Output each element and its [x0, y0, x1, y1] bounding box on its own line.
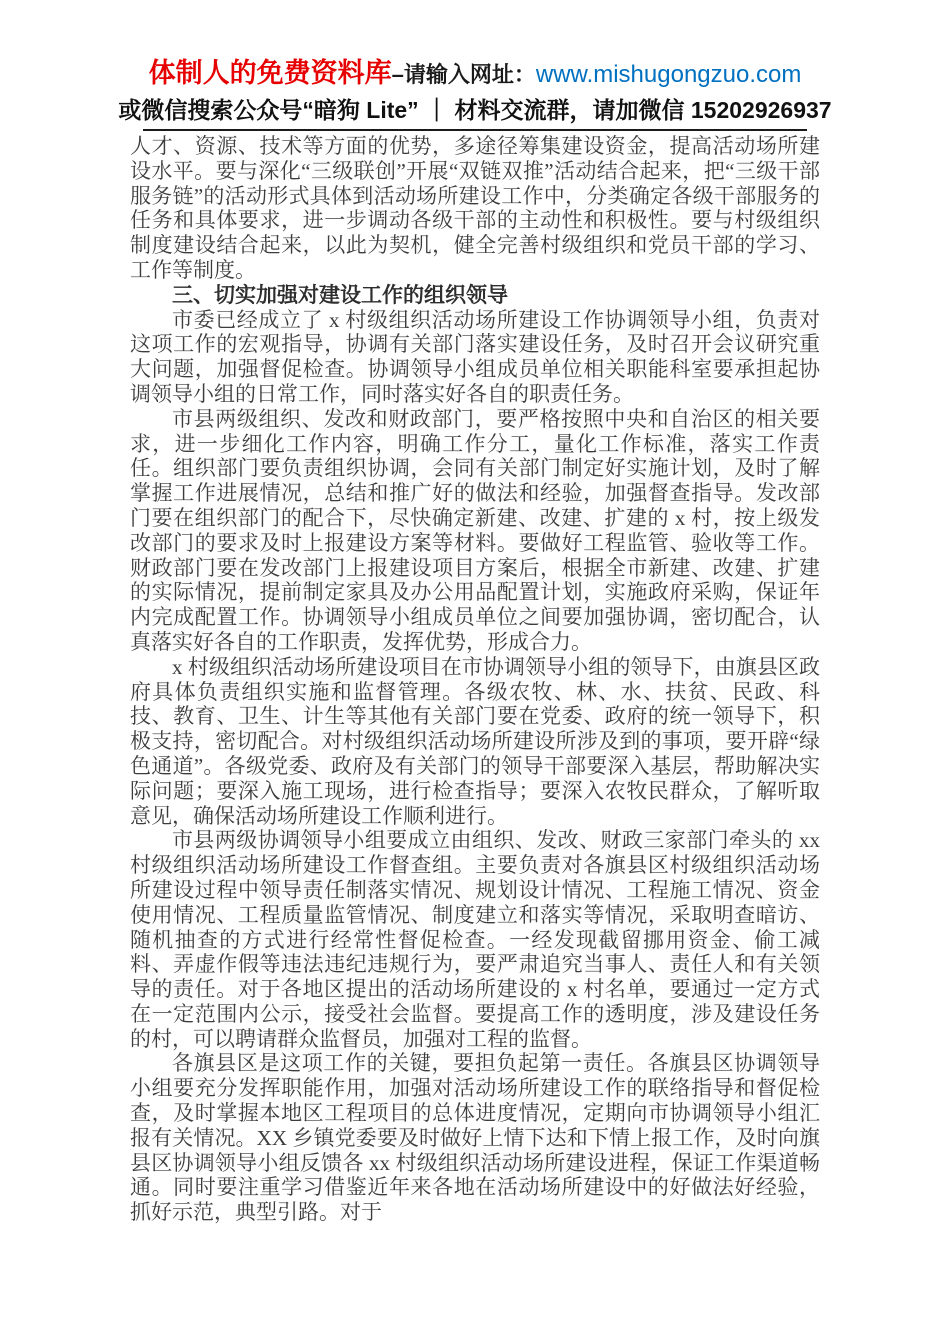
paragraph-continuation: 人才、资源、技术等方面的优势，多途径筹集建设资金，提高活动场所建设水平。要与深化“三级联创”开展“双链双推”活动结合起来，把“三级干部服务链”的活动形式具体到活动场所建设工作中，分类确定各级干部服务的任务和具体要求，进一步调动各级干部的主动性和积极性。要与村级组织制度建设结合起来，以此为契机，健全完善村级组织和党员干部的学习、工作等制度。	[130, 134, 820, 282]
paragraph: 市县两级协调领导小组要成立由组织、发改、财政三家部门牵头的 xx 村级组织活动场所建设工作督查组。主要负责对各旗县区村级组织活动场所建设过程中领导责任制落实情况、规划设计情况、工程施工情况、资金使用情况、工程质量监管情况、制度建立和落实等情况，采取明查暗访、随机抽查的方式进行经常性督促检查。一经发现截留挪用资金、偷工减料、弄虚作假等违法违纪违规行为，要严肃追究当事人、责任人和有关领导的责任。对于各地区提出的活动场所建设的 x 村名单，要通过一定方式在一定范围内公示，接受社会监督。要提高工作的透明度，涉及建设任务的村，可以聘请群众监督员，加强对工程的监督。	[130, 828, 820, 1051]
paragraph: x 村级组织活动场所建设项目在市协调领导小组的领导下，由旗县区政府具体负责组织实施和监督管理。各级农牧、林、水、扶贫、民政、科技、教育、卫生、计生等其他有关部门要在党委、政府的统一领导下，积极支持，密切配合。对村级组织活动场所建设所涉及到的事项，要开辟“绿色通道”。各级党委、政府及有关部门的领导干部要深入基层，帮助解决实际问题；要深入施工现场，进行检查指导；要深入农牧民群众，了解听取意见，确保活动场所建设工作顺利进行。	[130, 654, 820, 828]
url-prefix-label: –请输入网址：	[391, 62, 536, 87]
promo-header	[0, 0, 950, 131]
paragraph: 市委已经成立了 x 村级组织活动场所建设工作协调领导小组，负责对这项工作的宏观指导，协调有关部门落实建设任务，及时召开会议研究重大问题，加强督促检查。协调领导小组成员单位相关职能科室要承担起协调领导小组的日常工作，同时落实好各自的职责任务。	[130, 307, 820, 406]
wechat-contact-line: 或微信搜索公众号“暗狗 Lite” ｜ 材料交流群，请加微信 15202926937	[118, 97, 832, 123]
paragraph: 各旗县区是这项工作的关键，要担负起第一责任。各旗县区协调领导小组要充分发挥职能作用，加强对活动场所建设工作的联络指导和督促检查，及时掌握本地区工程项目的总体进度情况，定期向市协调领导小组汇报有关情况。XX 乡镇党委要及时做好上情下达和下情上报工作，及时向旗县区协调领导小组反馈各 xx 村级组织活动场所建设进程，保证工作渠道畅通。同时要注重学习借鉴近年来各地在活动场所建设中的好做法好经验，抓好示范，典型引路。对于	[130, 1051, 820, 1225]
header-divider	[143, 129, 807, 131]
promo-header-line1	[0, 58, 950, 93]
paragraph: 市县两级组织、发改和财政部门，要严格按照中央和自治区的相关要求，进一步细化工作内容，明确工作分工，量化工作标准，落实工作责任。组织部门要负责组织协调，会同有关部门制定好实施计划，及时了解掌握工作进展情况，总结和推广好的做法和经验，加强督查指导。发改部门要在组织部门的配合下，尽快确定新建、改建、扩建的 x 村，按上级发改部门的要求及时上报建设方案等材料。要做好工程监管、验收等工作。财政部门要在发改部门上报建设项目方案后，根据全市新建、改建、扩建的实际情况，提前制定家具及办公用品配置计划，实施政府采购，保证年内完成配置工作。协调领导小组成员单位之间要加强协调，密切配合，认真落实好各自的工作职责，发挥优势，形成合力。	[130, 406, 820, 654]
brand-title: 体制人的免费资料库	[148, 58, 392, 88]
site-url-link[interactable]: www.mishugongzuo.com	[535, 61, 802, 88]
document-body	[130, 134, 820, 1225]
section-heading: 三、切实加强对建设工作的组织领导	[172, 282, 508, 307]
